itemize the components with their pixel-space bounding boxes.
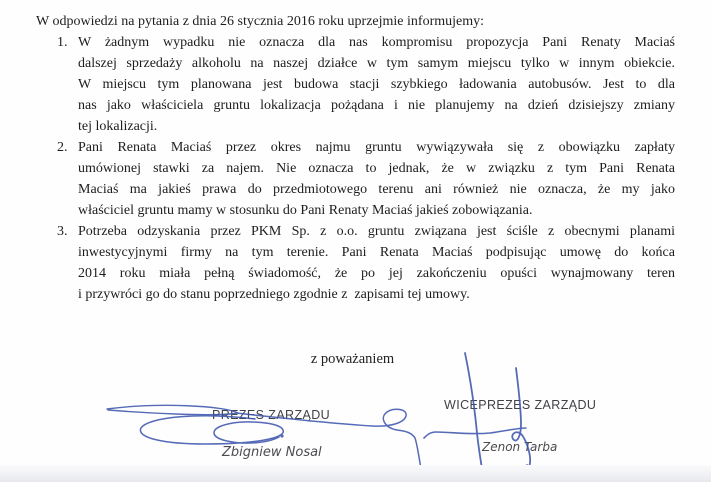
item-number: 1. [57,35,68,50]
signature-name-vice-president: Zenon Tarba [482,440,558,454]
letter-body [36,11,676,305]
signature-ink-right [465,353,484,482]
text-line: Pani Renata Maciaś przez okres najmu gruntu wywiązywała się z obowiązku zapłaty [78,140,675,155]
item-number: 2. [57,140,68,155]
signature-title-president: PREZES ZARZĄDU [212,408,331,422]
text-line: 2014 roku miała pełną świadomość, że po jej zakończeniu opuści wynajmowany teren [78,266,675,281]
text-line: W żadnym wypadku nie oznacza dla nas kompromisu propozycja Pani Renaty Maciaś [78,35,675,50]
list-item-1 [36,32,676,137]
item-number: 3. [57,224,68,239]
text-line: umówionej stawki za najem. Nie oznacza to jednak, że w związku z tym Pani Renata [78,161,675,176]
list-item-3 [36,221,676,305]
list-item-2 [36,137,676,221]
item-text [78,137,675,221]
signature-ink-dot [280,434,283,437]
item-text [78,32,675,137]
text-line: Maciaś ma jakieś prawa do przedmiotowego terenu ani również nie oznacza, że my jako [78,182,675,197]
text-line: Potrzeba odzyskania przez PKM Sp. z o.o. gruntu związana jest ściśle z obecnymi planami [78,224,675,239]
signature-name-president: Zbigniew Nosal [222,445,322,460]
text-line: inwestycyjnymi firmy na tym terenie. Pani Renata Maciaś podpisując umowę do końca [78,245,675,260]
text-line: nas jako właściciela gruntu lokalizacja pożądana i nie planujemy na dzień dzisiejszy zmiany [78,98,675,113]
text-line: tej lokalizacji. [78,119,158,134]
text-line: właściciel gruntu mamy w stosunku do Pani Renaty Maciaś jakieś zobowiązania. [78,203,533,218]
closing-salutation: z poważaniem [310,351,395,367]
text-line: W miejscu tym planowana jest budowa stacji szybkiego ładowania autobusów. Jest to dla [78,77,675,92]
text-line: i przywróci go do stanu poprzedniego zgodnie z zapisami tej umowy. [78,287,470,302]
intro-line: W odpowiedzi na pytania z dnia 26 stycznia 2016 roku uprzejmie informujemy: [36,14,485,29]
text-line: dalszej sprzedaży alkoholu na naszej działce w tym samym miejscu tylko w innym obiekcie. [78,56,675,71]
item-text [78,221,675,305]
signature-title-vice-president: WICEPREZES ZARZĄDU [444,398,597,412]
scan-edge-shadow [0,465,711,482]
signature-ink-right [424,428,526,438]
